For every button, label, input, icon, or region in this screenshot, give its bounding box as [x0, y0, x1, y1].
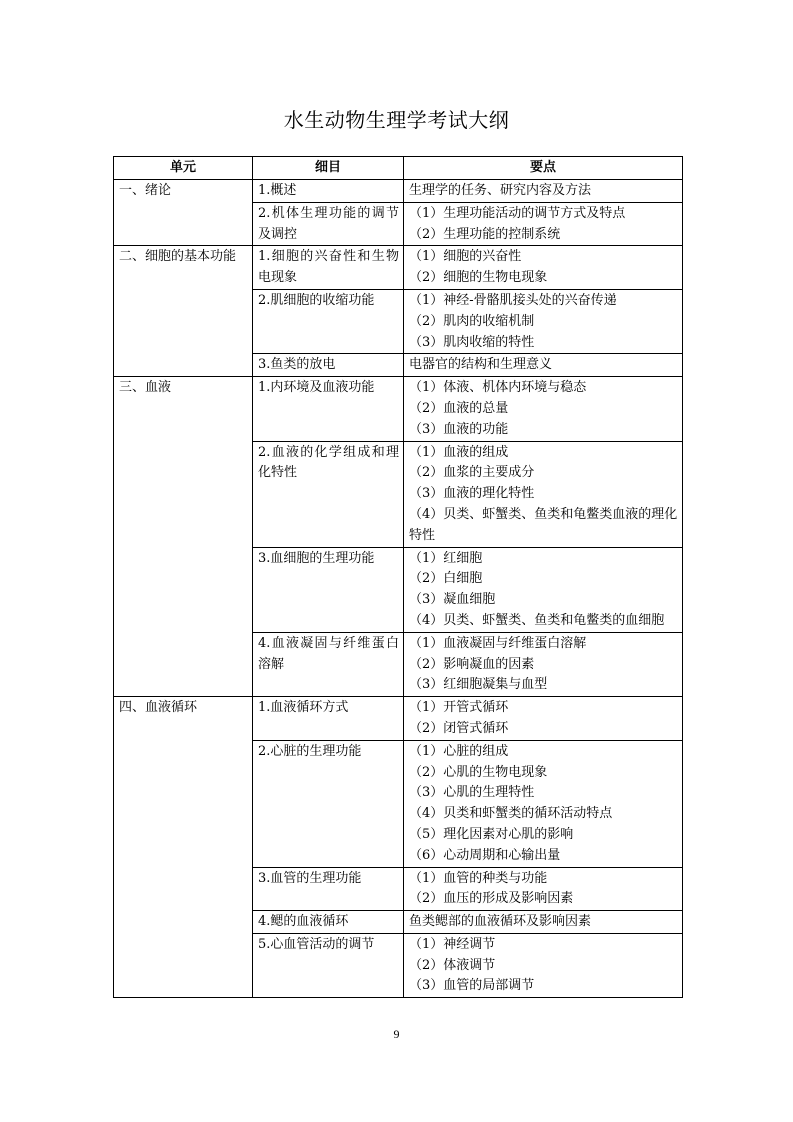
point-item: （2）影响凝血的因素	[409, 656, 535, 672]
point-item: （2）闭管式循环	[409, 720, 509, 736]
detail-cell: 3.血细胞的生理功能	[253, 547, 404, 632]
detail-cell: 1.血液循环方式	[253, 697, 404, 741]
point-item: （2）肌肉的收缩机制	[409, 313, 535, 329]
points-cell	[404, 547, 683, 632]
table-row	[114, 697, 683, 741]
point-item: （6）心动周期和心输出量	[409, 847, 561, 863]
point-item: （3）血液的功能	[409, 421, 509, 437]
detail-cell: 1.概述	[253, 180, 404, 203]
point-item: （1）神经调节	[409, 936, 496, 952]
point-item: （2）生理功能的控制系统	[409, 226, 561, 242]
point-item: 生理学的任务、研究内容及方法	[409, 183, 592, 198]
point-item: （1）神经-骨骼肌接头处的兴奋传递	[409, 292, 617, 308]
point-item: 电器官的结构和生理意义	[409, 357, 553, 373]
detail-cell: 3.鱼类的放电	[253, 354, 404, 377]
unit-cell: 一、绪论	[114, 180, 253, 246]
header-points: 要点	[404, 157, 683, 180]
unit-cell: 三、血液	[114, 377, 253, 697]
detail-cell: 2.机体生理功能的调节及调控	[253, 202, 404, 246]
point-item: （2）血浆的主要成分	[409, 465, 535, 481]
point-item: （4）贝类和虾蟹类的循环活动特点	[409, 806, 613, 822]
points-cell	[404, 441, 683, 547]
point-item: （1）红细胞	[409, 550, 483, 566]
point-item: （1）血管的种类与功能	[409, 870, 548, 886]
points-cell	[404, 377, 683, 441]
points-cell	[404, 697, 683, 741]
point-item: （4）贝类、虾蟹类、鱼类和龟鳖类血液的理化特性	[409, 506, 678, 543]
point-item: （2）体液调节	[409, 957, 496, 973]
detail-cell: 4.血液凝固与纤维蛋白溶解	[253, 632, 404, 696]
point-item: （3）血管的局部调节	[409, 978, 535, 994]
header-detail: 细目	[253, 157, 404, 180]
point-item: （3）红细胞凝集与血型	[409, 677, 548, 693]
unit-cell: 四、血液循环	[114, 697, 253, 998]
points-cell	[404, 911, 683, 934]
table-row	[114, 180, 683, 203]
point-item: （1）细胞的兴奋性	[409, 249, 522, 265]
detail-cell: 3.血管的生理功能	[253, 867, 404, 911]
points-cell	[404, 354, 683, 377]
point-item: （3）心肌的生理特性	[409, 785, 535, 801]
unit-cell: 二、细胞的基本功能	[114, 246, 253, 377]
point-item: （1）体液、机体内环境与稳态	[409, 380, 587, 396]
point-item: （5）理化因素对心肌的影响	[409, 826, 574, 842]
points-cell	[404, 246, 683, 290]
points-cell	[404, 740, 683, 867]
point-item: （3）凝血细胞	[409, 592, 496, 608]
points-cell	[404, 632, 683, 696]
detail-cell: 2.血液的化学组成和理化特性	[253, 441, 404, 547]
table-header-row	[114, 157, 683, 180]
points-cell	[404, 289, 683, 353]
detail-cell: 2.心脏的生理功能	[253, 740, 404, 867]
table-row	[114, 246, 683, 290]
page-number: 9	[393, 1027, 400, 1041]
table-row	[114, 377, 683, 441]
point-item: （1）开管式循环	[409, 700, 509, 716]
point-item: （2）细胞的生物电现象	[409, 270, 548, 286]
point-item: （3）血液的理化特性	[409, 486, 535, 502]
point-item: （4）贝类、虾蟹类、鱼类和龟鳖类的血细胞	[409, 612, 665, 628]
detail-cell: 2.肌细胞的收缩功能	[253, 289, 404, 353]
detail-cell: 1.内环境及血液功能	[253, 377, 404, 441]
point-item: 鱼类鳃部的血液循环及影响因素	[409, 914, 592, 930]
point-item: （3）肌肉收缩的特性	[409, 334, 535, 350]
document-title: 水生动物生理学考试大纲	[283, 108, 510, 132]
header-unit: 单元	[114, 157, 253, 180]
points-cell	[404, 867, 683, 911]
point-item: （2）白细胞	[409, 571, 483, 587]
point-item: （2）心肌的生物电现象	[409, 764, 548, 780]
points-cell	[404, 180, 683, 203]
detail-cell: 5.心血管活动的调节	[253, 933, 404, 997]
point-item: （2）血压的形成及影响因素	[409, 891, 574, 907]
detail-cell: 4.鳃的血液循环	[253, 911, 404, 934]
point-item: （1）血液凝固与纤维蛋白溶解	[409, 635, 587, 651]
point-item: （1）心脏的组成	[409, 743, 509, 759]
detail-cell: 1.细胞的兴奋性和生物电现象	[253, 246, 404, 290]
points-cell	[404, 202, 683, 246]
point-item: （1）血液的组成	[409, 444, 509, 460]
points-cell	[404, 933, 683, 997]
point-item: （2）血液的总量	[409, 400, 509, 416]
table-body	[114, 180, 683, 998]
syllabus-table	[113, 156, 683, 998]
point-item: （1）生理功能活动的调节方式及特点	[409, 205, 626, 221]
